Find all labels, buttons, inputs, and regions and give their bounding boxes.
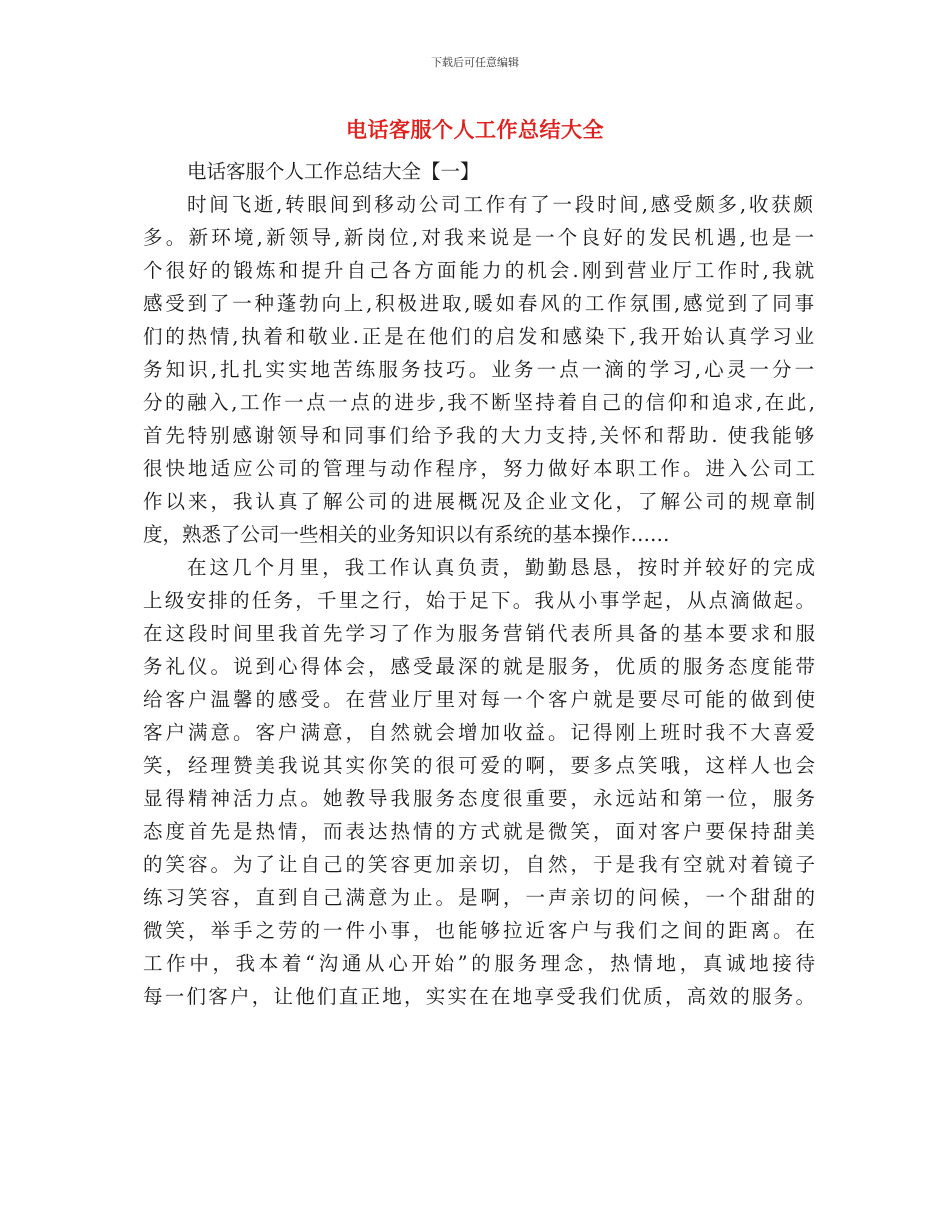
paragraph-line: 务礼仪。说到心得体会，感受最深的就是服务，优质的服务态度能带	[143, 655, 815, 678]
section-heading: 电话客服个人工作总结大全【一】	[187, 160, 480, 183]
paragraph-line: 的笑容。为了让自己的笑容更加亲切，自然，于是我有空就对着镜子	[143, 853, 815, 876]
paragraph-line: 显得精神活力点。她教导我服务态度很重要，永远站和第一位，服务	[143, 787, 815, 810]
paragraph-line: 度，熟悉了公司一些相关的业务知识以有系统的基本操作……	[143, 523, 670, 546]
paragraph-line: 务知识,扎扎实实地苦练服务技巧。业务一点一滴的学习,心灵一分一	[143, 358, 815, 381]
paragraph-line: 每一们客户，让他们直正地，实实在在地享受我们优质，高效的服务。	[143, 985, 815, 1008]
paragraph-line: 微笑，举手之劳的一件小事，也能够拉近客户与我们之间的距离。在	[143, 919, 815, 942]
paragraph-line: 工作中，我本着“沟通从心开始”的服务理念，热情地，真诚地接待	[143, 952, 815, 975]
paragraph-line: 给客户温馨的感受。在营业厅里对每一个客户就是要尽可能的做到使	[143, 688, 815, 711]
paragraph-line: 感受到了一种蓬勃向上,积极进取,暖如春风的工作氛围,感觉到了同事	[143, 292, 815, 315]
paragraph-line: 在这几个月里，我工作认真负责，勤勤恳恳，按时并较好的完成	[187, 556, 815, 579]
paragraph-line: 们的热情,执着和敬业.正是在他们的启发和感染下,我开始认真学习业	[143, 325, 815, 348]
paragraph-line: 练习笑容，直到自己满意为止。是啊，一声亲切的问候，一个甜甜的	[143, 886, 815, 909]
paragraph-line: 客户满意。客户满意，自然就会增加收益。记得刚上班时我不大喜爱	[143, 721, 815, 744]
document-body	[143, 155, 815, 1013]
paragraph-line: 在这段时间里我首先学习了作为服务营销代表所具备的基本要求和服	[143, 622, 815, 645]
page-header: 下载后可任意编辑	[431, 56, 519, 69]
paragraph-line: 分的融入,工作一点一点的进步,我不断坚持着自己的信仰和追求,在此,	[143, 391, 815, 414]
paragraph-line: 首先特别感谢领导和同事们给予我的大力支持,关怀和帮助. 使我能够	[143, 424, 815, 447]
document-title: 电话客服个人工作总结大全	[346, 118, 604, 142]
paragraph-line: 多。新环境,新领导,新岗位,对我来说是一个良好的发民机遇,也是一	[143, 226, 815, 249]
paragraph-line: 笑，经理赞美我说其实你笑的很可爱的啊，要多点笑哦，这样人也会	[143, 754, 815, 777]
paragraph-line: 态度首先是热情，而表达热情的方式就是微笑，面对客户要保持甜美	[143, 820, 815, 843]
paragraph-line: 时间飞逝,转眼间到移动公司工作有了一段时间,感受颇多,收获颇	[187, 193, 815, 216]
paragraph-line: 很快地适应公司的管理与动作程序，努力做好本职工作。进入公司工	[143, 457, 815, 480]
paragraph-line: 上级安排的任务，千里之行，始于足下。我从小事学起，从点滴做起。	[143, 589, 815, 612]
paragraph-line: 个很好的锻炼和提升自己各方面能力的机会.刚到营业厅工作时,我就	[143, 259, 815, 282]
paragraph-line: 作以来，我认真了解公司的进展概况及企业文化，了解公司的规章制	[143, 490, 815, 513]
